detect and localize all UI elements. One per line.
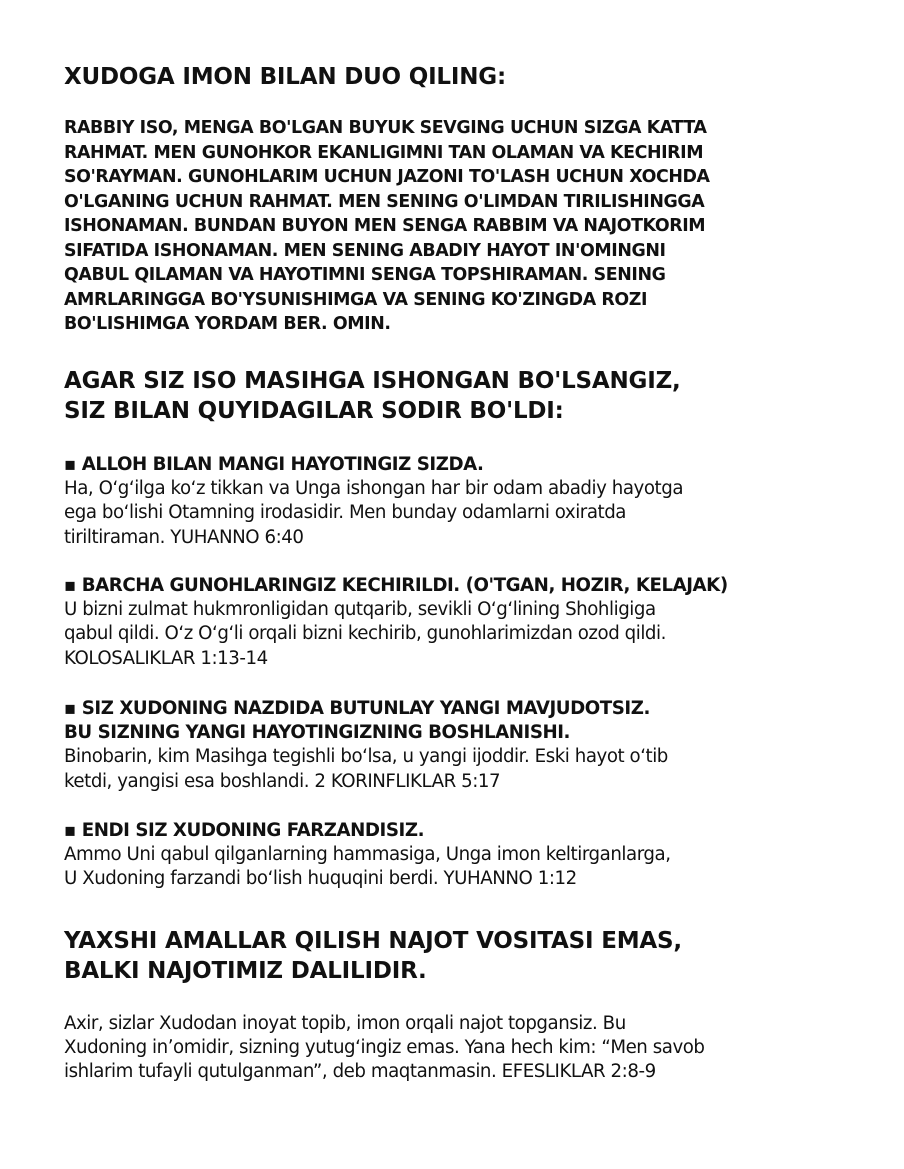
prayer-line: O'LGANING UCHUN RAHMAT. MEN SENING O'LIMDAN TIRILISHINGGA <box>64 191 705 212</box>
prayer-line: ISHONAMAN. BUNDAN BUYON MEN SENGA RABBIM VA NAJOTKORIM <box>64 216 706 236</box>
heading-line: BALKI NAJOTIMIZ DALILIDIR. <box>64 958 427 984</box>
section-heading-believe <box>64 366 681 426</box>
prayer-line: RAHMAT. MEN GUNOHKOR EKANLIGIMNI TAN OLAMAN VA KECHIRIM <box>64 142 704 163</box>
point-text: Ammo Uni qabul qilganlarning hammasiga, Unga imon keltirganlarga, <box>64 844 671 866</box>
point-heading: ▪ ENDI SIZ XUDONING FARZANDISIZ. <box>64 820 425 841</box>
prayer-line: QABUL QILAMAN VA HAYOTIMNI SENGA TOPSHIRAMAN. SENING <box>64 265 666 285</box>
page-title: XUDOGA IMON BILAN DUO QILING: <box>64 64 506 90</box>
point-text: Binobarin, kim Masihga tegishli boʻlsa, u yangi ijoddir. Eski hayot oʻtib <box>64 746 668 768</box>
point-text: tiriltiraman. YUHANNO 6:40 <box>64 526 304 548</box>
closing-line: Axir, sizlar Xudodan inoyat topib, imon orqali najot topgansiz. Bu <box>64 1013 626 1034</box>
section-heading-good-works <box>64 926 682 986</box>
point-heading: ▪ SIZ XUDONING NAZDIDA BUTUNLAY YANGI MAVJUDOTSIZ. <box>64 698 650 719</box>
point-forgiven <box>64 574 728 671</box>
prayer-paragraph <box>64 116 710 337</box>
prayer-line: BO'LISHIMGA YORDAM BER. OMIN. <box>64 314 391 334</box>
closing-paragraph <box>64 1012 705 1085</box>
point-heading: ▪ BARCHA GUNOHLARINGIZ KECHIRILDI. (O'TGAN, HOZIR, KELAJAK) <box>64 575 728 596</box>
prayer-line: RABBIY ISO, MENGA BO'LGAN BUYUK SEVGING UCHUN SIZGA KATTA <box>64 118 707 138</box>
point-text: Ha, Oʻgʻilga koʻz tikkan va Unga ishongan har bir odam abadiy hayotga <box>64 478 684 500</box>
prayer-line: SO'RAYMAN. GUNOHLARIM UCHUN JAZONI TO'LASH UCHUN XOCHDA <box>64 167 710 187</box>
point-text: KOLOSALIKLAR 1:13-14 <box>64 647 268 669</box>
point-heading: ▪ ALLOH BILAN MANGI HAYOTINGIZ SIZDA. <box>64 454 484 475</box>
point-heading: BU SIZNING YANGI HAYOTINGIZNING BOSHLANISHI. <box>64 722 571 744</box>
point-eternal-life <box>64 453 683 550</box>
point-text: U bizni zulmat hukmronligidan qutqarib, sevikli Oʻgʻlining Shohligiga <box>64 599 656 621</box>
point-new-creation <box>64 697 668 794</box>
point-child-of-god <box>64 819 671 892</box>
closing-line: ishlarim tufayli qutulganman”, deb maqtanmasin. EFESLIKLAR 2:8-9 <box>64 1061 656 1083</box>
prayer-line: SIFATIDA ISHONAMAN. MEN SENING ABADIY HAYOT IN'OMINGNI <box>64 240 666 261</box>
point-text: ega boʻlishi Otamning irodasidir. Men bunday odamlarni oxiratda <box>64 502 626 524</box>
point-text: U Xudoning farzandi boʻlish huquqini berdi. YUHANNO 1:12 <box>64 868 577 890</box>
heading-line: YAXSHI AMALLAR QILISH NAJOT VOSITASI EMAS, <box>64 928 682 954</box>
point-text: ketdi, yangisi esa boshlandi. 2 KORINFLIKLAR 5:17 <box>64 770 501 792</box>
closing-line: Xudoning inʼomidir, sizning yutugʻingiz emas. Yana hech kim: “Men savob <box>64 1037 705 1059</box>
heading-line: AGAR SIZ ISO MASIHGA ISHONGAN BO'LSANGIZ, <box>64 368 681 394</box>
heading-line: SIZ BILAN QUYIDAGILAR SODIR BO'LDI: <box>64 398 564 424</box>
prayer-line: AMRLARINGGA BO'YSUNISHIMGA VA SENING KO'ZINGDA ROZI <box>64 289 648 310</box>
point-text: qabul qildi. Oʻz Oʻgʻli orqali bizni kechirib, gunohlarimizdan ozod qildi. <box>64 623 666 645</box>
